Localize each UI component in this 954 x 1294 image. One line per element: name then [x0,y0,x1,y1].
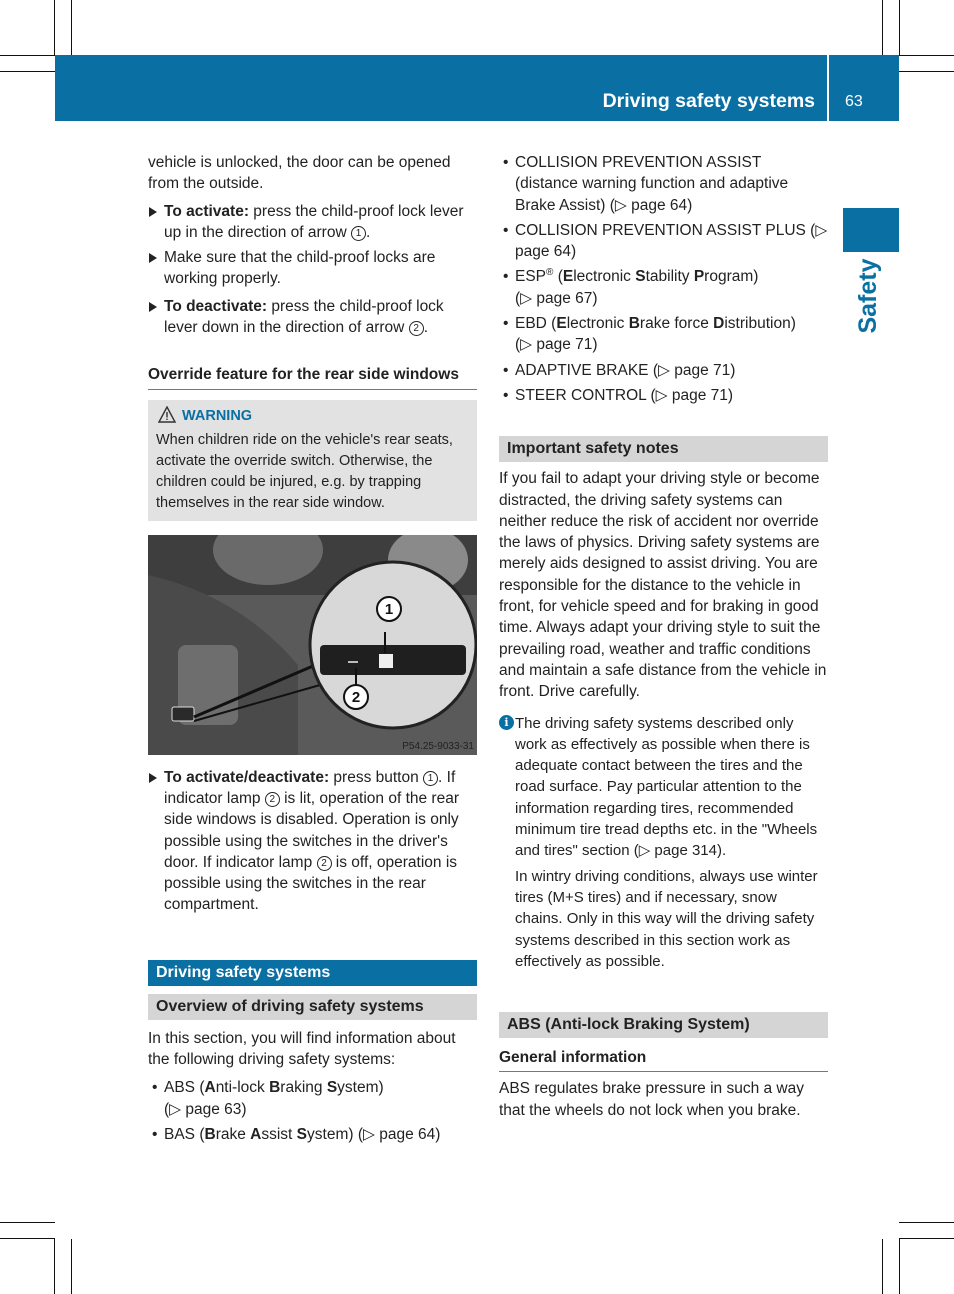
safety-notes-text: If you fail to adapt your driving style or become distracted, the driving safety systems can neither reduce the risk of accident nor override the laws of physics. Driving safety systems are merely aids designed to assist driving. You are responsible for the distance to the vehicle in front, for vehicle speed and for braking in good time. Always adapt your driving style to suit the prevailing road, weather and traffic conditions and maintain a safe distance from the vehicle in front. Drive carefully. [499,470,827,701]
callout-2: 2 [351,688,361,706]
page-reference[interactable]: (▷ page 71) [515,336,598,354]
crop-mark [899,71,954,72]
callout-1: 1 [384,600,394,618]
info-text: The driving safety systems described only work as effectively as possible when there is adequate contact between the tires and the road surface. Pay particular attention to the information regarding tires, recommended minimum tire tread depths etc. in the "Wheels and tires" section (▷ page 314). [515,714,818,860]
warning-box [148,400,477,521]
subsection-title-bar: ABS (Anti-lock Braking System) [499,1012,828,1038]
step-text: press button [329,768,424,786]
crop-mark [0,1222,55,1223]
crop-mark [0,71,55,72]
step-text: . [423,319,428,337]
section-heading: General information [499,1047,828,1072]
warning-triangle-icon [158,406,176,430]
header-divider [827,55,829,121]
crop-mark [71,1239,72,1294]
chapter-label: Safety [854,258,882,334]
list-item: • EBD (Electronic Brake force Distribution) (▷ page 71) [499,313,828,356]
crop-mark [54,1239,55,1294]
arrow-marker: 2 [409,321,424,336]
step-label: To activate/deactivate: [164,768,330,786]
warning-title: WARNING [182,407,253,424]
section-heading: Override feature for the rear side windows [148,364,477,389]
crop-mark [882,1239,883,1294]
instruction-step [148,247,477,290]
crop-mark [882,0,883,55]
left-column [148,152,477,1145]
page-header [55,55,899,121]
figure-code: P54.25-9033-31 [402,740,474,752]
arrow-marker: 1 [423,771,438,786]
info-note [499,713,828,973]
crop-mark [899,1239,900,1294]
crop-mark [899,55,954,56]
step-text: is off, operation is possible using the switches in the rear compartment. [164,853,458,914]
list-item: • STEER CONTROL (▷ page 71) [499,385,828,406]
step-text: press the child-proof lock lever up in the direction of arrow [164,202,464,241]
instruction-step [148,201,477,244]
instruction-step [148,767,477,916]
arrow-marker: 2 [317,856,332,871]
chapter-tab [843,208,899,252]
section-title-bar: Driving safety systems [148,960,477,986]
instruction-step [148,296,477,339]
info-icon: i [499,715,514,730]
crop-mark [71,0,72,55]
intro-text: vehicle is unlocked, the door can be opened from the outside. [148,154,451,193]
info-text: In wintry driving conditions, always use winter tires (M+S tires) and if necessary, snow chains. Only in this way will the driving safety systems described in this section work as effectively as possible. [515,867,818,970]
page-title: Driving safety systems [602,90,815,112]
right-column [499,152,828,1121]
warning-header [156,406,469,430]
list-item: • COLLISION PREVENTION ASSIST (distance warning function and adaptive Brake Assist) (▷ page 64) [499,152,828,216]
crop-mark [0,1238,55,1239]
list-item: • ESP® (Electronic Stability Program) (▷ page 67) [499,266,828,309]
step-text: press the child-proof lock lever down in the direction of arrow [164,297,444,337]
step-text: Make sure that the child-proof locks are working properly. [164,249,436,288]
arrow-marker: 1 [351,226,366,241]
list-item: • ADAPTIVE BRAKE (▷ page 71) [499,360,828,381]
door-switch-figure [148,535,477,755]
step-text: is lit, operation of the rear side windows is disabled. Operation is only possible using the switches in the driver's door. If indicator lamp [164,789,460,871]
subsection-title-bar: Overview of driving safety systems [148,994,477,1020]
list-item: • BAS (Brake Assist System) (▷ page 64) [148,1124,477,1145]
page-reference[interactable]: (▷ page 67) [515,289,598,307]
crop-mark [54,0,55,55]
overview-intro: In this section, you will find information about the following driving safety systems: [148,1029,456,1069]
crop-mark [899,1238,954,1239]
abs-general-text: ABS regulates brake pressure in such a way that the wheels do not lock when you brake. [499,1080,804,1119]
crop-mark [899,1222,954,1223]
crop-mark [899,0,900,55]
crop-mark [0,55,55,56]
step-text: . If indicator lamp [164,768,456,807]
step-label: To deactivate: [164,297,268,315]
step-text: . [365,223,371,241]
subsection-title-bar: Important safety notes [499,436,828,462]
page-number: 63 [845,93,863,110]
arrow-marker: 2 [265,792,280,807]
page-reference[interactable]: (▷ page 63) [164,1100,247,1118]
list-item: • ABS (Anti-lock Braking System) (▷ page 63) [148,1077,477,1120]
door-switch-illustration [148,535,477,755]
step-label: To activate: [164,202,249,220]
list-item: • COLLISION PREVENTION ASSIST PLUS (▷ page 64) [499,220,828,263]
warning-text: When children ride on the vehicle's rear seats, activate the override switch. Otherwise, the children could be injured, e.g. by trapping themselves in the rear side window. [156,431,453,511]
